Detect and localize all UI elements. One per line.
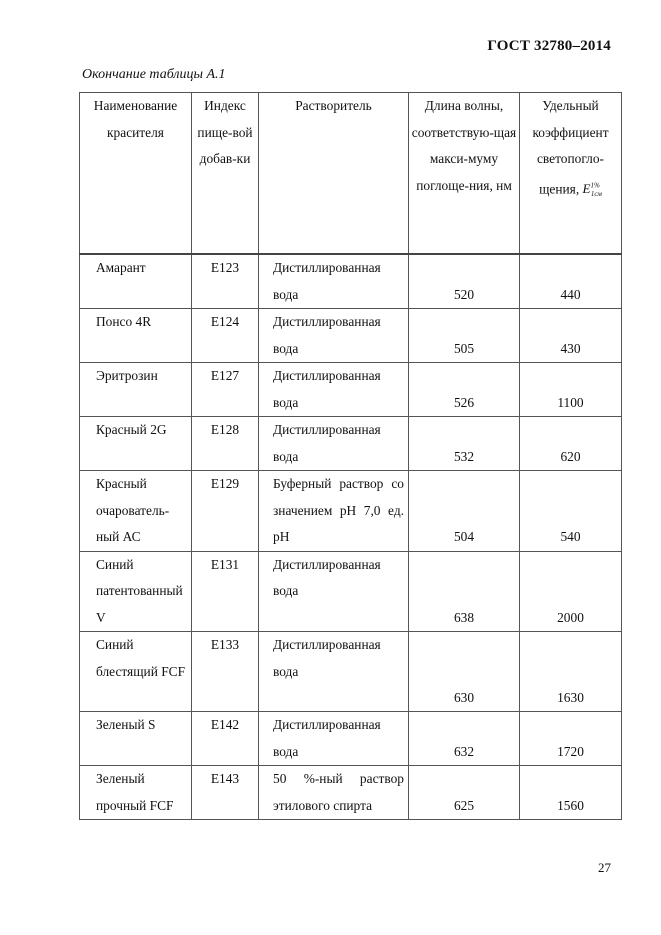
wavelength-cell: 526 bbox=[409, 363, 520, 417]
food-index-cell: Е128 bbox=[192, 417, 259, 471]
coefficient-cell: 620 bbox=[520, 417, 622, 471]
coefficient-cell: 1100 bbox=[520, 363, 622, 417]
solvent-cell: Дистиллированная вода bbox=[259, 551, 409, 632]
coefficient-label: Удельный коэффициент светопогло-щения, bbox=[532, 98, 609, 196]
wavelength-cell: 520 bbox=[409, 254, 520, 309]
dye-name-cell: Эритрозин bbox=[80, 363, 192, 417]
solvent-cell: Дистиллированная вода bbox=[259, 417, 409, 471]
table-row bbox=[80, 471, 622, 552]
dye-name-cell: Красный очарователь-ный АС bbox=[80, 471, 192, 552]
table-row bbox=[80, 417, 622, 471]
wavelength-cell: 625 bbox=[409, 766, 520, 820]
wavelength-cell: 638 bbox=[409, 551, 520, 632]
column-header-index: Индекс пище-вой добав-ки bbox=[192, 93, 259, 255]
table-row bbox=[80, 309, 622, 363]
table-row bbox=[80, 766, 622, 820]
solvent-cell: Дистиллированная вода bbox=[259, 254, 409, 309]
food-index-cell: Е142 bbox=[192, 712, 259, 766]
solvent-cell: Дистиллированная вода bbox=[259, 712, 409, 766]
page-number: 27 bbox=[598, 860, 611, 875]
food-index-cell: Е127 bbox=[192, 363, 259, 417]
food-index-cell: Е123 bbox=[192, 254, 259, 309]
column-header-solvent: Растворитель bbox=[259, 93, 409, 255]
table-row bbox=[80, 632, 622, 712]
table-body bbox=[80, 254, 622, 820]
dye-name-cell: Синий блестящий FCF bbox=[80, 632, 192, 712]
column-header-name: Наименование красителя bbox=[80, 93, 192, 255]
coefficient-cell: 440 bbox=[520, 254, 622, 309]
food-index-cell: Е129 bbox=[192, 471, 259, 552]
table-caption: Окончание таблицы А.1 bbox=[82, 67, 226, 82]
wavelength-cell: 504 bbox=[409, 471, 520, 552]
wavelength-cell: 632 bbox=[409, 712, 520, 766]
food-index-cell: Е133 bbox=[192, 632, 259, 712]
table-row bbox=[80, 712, 622, 766]
solvent-cell: Дистиллированная вода bbox=[259, 363, 409, 417]
dye-name-cell: Амарант bbox=[80, 254, 192, 309]
coefficient-cell: 1720 bbox=[520, 712, 622, 766]
table-row bbox=[80, 551, 622, 632]
food-index-cell: Е124 bbox=[192, 309, 259, 363]
dye-name-cell: Зеленый S bbox=[80, 712, 192, 766]
dye-name-cell: Зеленый прочный FCF bbox=[80, 766, 192, 820]
coefficient-cell: 1630 bbox=[520, 632, 622, 712]
column-header-coefficient bbox=[520, 93, 622, 255]
dye-name-cell: Синий патентованный V bbox=[80, 551, 192, 632]
dye-name-cell: Понсо 4R bbox=[80, 309, 192, 363]
table-row bbox=[80, 254, 622, 309]
coefficient-cell: 430 bbox=[520, 309, 622, 363]
table-header-row bbox=[80, 93, 622, 255]
dye-table bbox=[79, 92, 622, 820]
column-header-wavelength: Длина волны, соответствую-щая макси-муму поглоще-ния, нм bbox=[409, 93, 520, 255]
food-index-cell: Е143 bbox=[192, 766, 259, 820]
wavelength-cell: 630 bbox=[409, 632, 520, 712]
document-code: ГОСТ 32780–2014 bbox=[487, 38, 611, 54]
table-row bbox=[80, 363, 622, 417]
food-index-cell: Е131 bbox=[192, 551, 259, 632]
coefficient-cell: 540 bbox=[520, 471, 622, 552]
solvent-cell: Дистиллированная вода bbox=[259, 309, 409, 363]
wavelength-cell: 532 bbox=[409, 417, 520, 471]
coefficient-cell: 1560 bbox=[520, 766, 622, 820]
coefficient-symbol: $E^{1\%}_{1см}$ bbox=[582, 180, 602, 199]
solvent-cell: 50 %-ный раствор этилового спирта bbox=[259, 766, 409, 820]
solvent-cell: Дистиллированная вода bbox=[259, 632, 409, 712]
wavelength-cell: 505 bbox=[409, 309, 520, 363]
solvent-cell: Буферный раствор со значением рН 7,0 ед. рН bbox=[259, 471, 409, 552]
coefficient-cell: 2000 bbox=[520, 551, 622, 632]
dye-name-cell: Красный 2G bbox=[80, 417, 192, 471]
